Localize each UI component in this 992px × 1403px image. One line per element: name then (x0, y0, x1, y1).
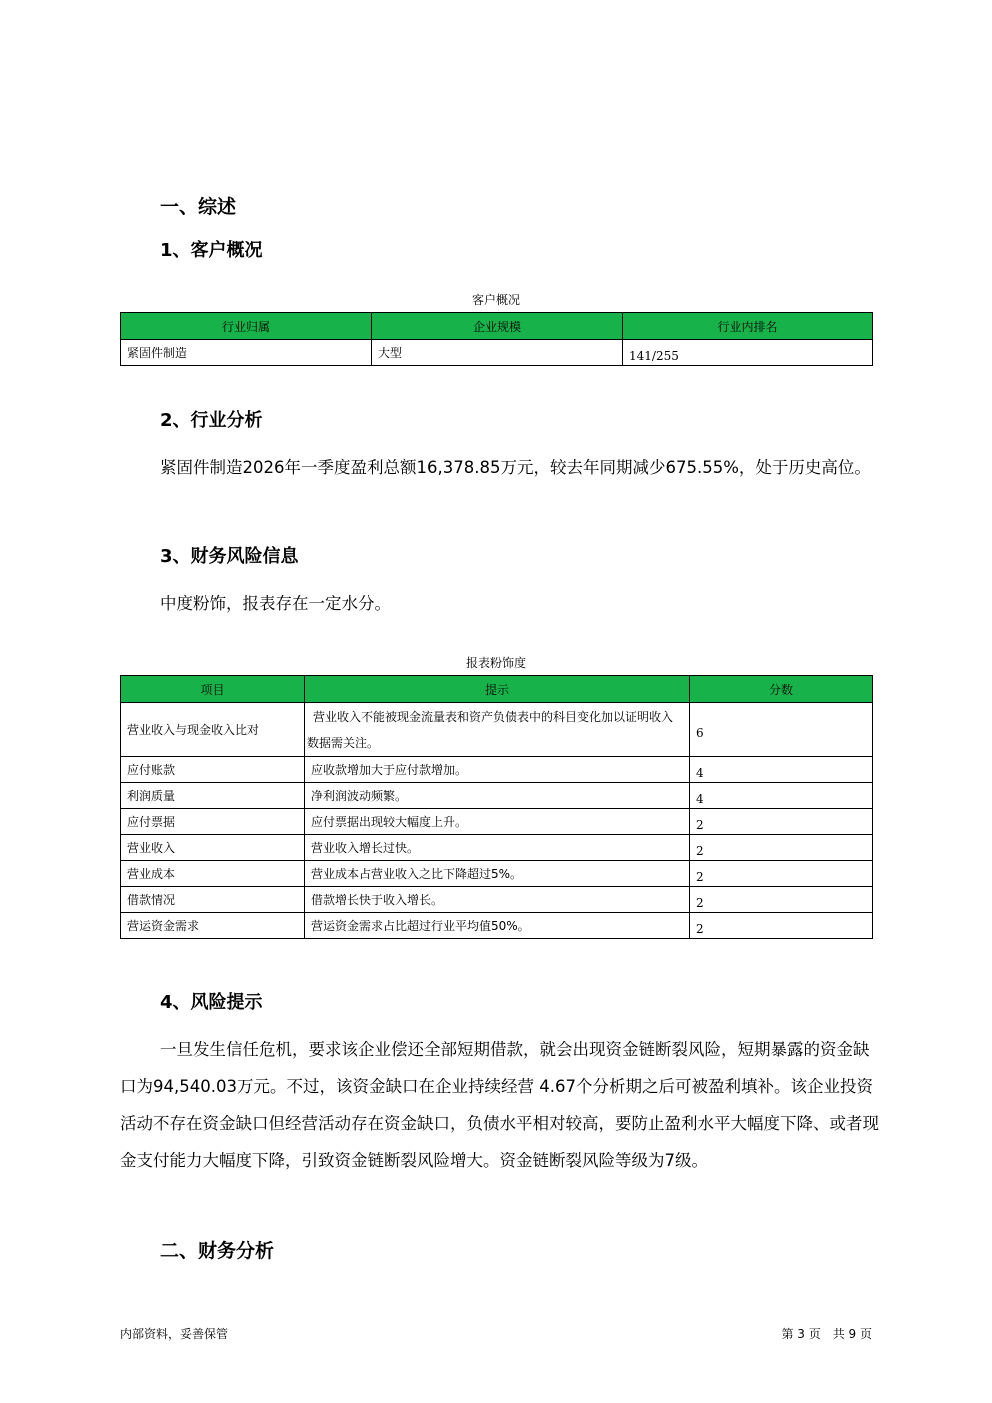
item-cell: 营业收入 (121, 835, 305, 861)
footer-page-number: 第 3 页 共 9 页 (781, 1327, 872, 1341)
subsection-title-risk-info: 3、财务风险信息 (160, 546, 299, 567)
risk-warning-paragraph: 一旦发生信任危机，要求该企业偿还全部短期借款，就会出现资金链断裂风险，短期暴露的资金缺口为94,540.03万元。不过，该资金缺口在企业持续经营 4.67个分析期之后可被盈利填补。该企业投资活动不存在资金缺口但经营活动存在资金缺口，负债水平相对较高，要防止盈利水平大幅度下降、或者现金支付能力大幅度下降，引致资金链断裂风险增大。资金链断裂风险等级为7级。 (120, 1040, 879, 1170)
subsection-title-customer: 1、客户概况 (160, 240, 263, 261)
table-row (121, 809, 873, 835)
hint-cell: 营业收入增长过快。 (305, 835, 690, 861)
table-header-cell: 分数 (690, 676, 873, 703)
table-row (121, 703, 873, 757)
table-header-cell: 企业规模 (372, 313, 623, 340)
table-header-row (121, 676, 873, 703)
subsection-title-risk-warning: 4、风险提示 (160, 992, 263, 1013)
hint-cell: 借款增长快于收入增长。 (305, 887, 690, 913)
scale-cell: 大型 (372, 340, 623, 366)
table-header-row (121, 313, 873, 340)
customer-table (120, 312, 873, 366)
table-header-cell: 提示 (305, 676, 690, 703)
item-cell: 营业收入与现金收入比对 (121, 703, 305, 757)
score-cell: 6 (690, 703, 873, 757)
subsection-title-industry: 2、行业分析 (160, 410, 263, 431)
score-cell: 2 (690, 861, 873, 887)
table-row (121, 757, 873, 783)
item-cell: 营运资金需求 (121, 913, 305, 939)
risk-info-paragraph: 中度粉饰，报表存在一定水分。 (160, 594, 391, 613)
hint-cell: 营业成本占营业收入之比下降超过5%。 (305, 861, 690, 887)
score-cell: 2 (690, 809, 873, 835)
table-header-cell: 项目 (121, 676, 305, 703)
score-cell: 4 (690, 757, 873, 783)
item-cell: 利润质量 (121, 783, 305, 809)
hint-cell: 应付票据出现较大幅度上升。 (305, 809, 690, 835)
item-cell: 应付票据 (121, 809, 305, 835)
item-cell: 营业成本 (121, 861, 305, 887)
table-header-cell: 行业归属 (121, 313, 372, 340)
item-cell: 借款情况 (121, 887, 305, 913)
table-row (121, 340, 873, 366)
table-row (121, 913, 873, 939)
score-cell: 4 (690, 783, 873, 809)
table-header-cell: 行业内排名 (623, 313, 873, 340)
table-row (121, 783, 873, 809)
hint-cell: 营业收入不能被现金流量表和资产负债表中的科目变化加以证明收入数据需关注。 (305, 703, 690, 757)
industry-cell: 紧固件制造 (121, 340, 372, 366)
score-cell: 2 (690, 913, 873, 939)
section-title-overview: 一、综述 (160, 196, 237, 218)
industry-analysis-paragraph: 紧固件制造2026年一季度盈利总额16,378.85万元，较去年同期减少675.55%，处于历史高位。 (160, 458, 871, 477)
section-title-financial-analysis: 二、财务分析 (160, 1240, 275, 1262)
customer-table-caption: 客户概况 (471, 293, 520, 307)
table-row (121, 887, 873, 913)
rank-cell: 141/255 (623, 340, 873, 366)
item-cell: 应付账款 (121, 757, 305, 783)
hint-cell: 净利润波动频繁。 (305, 783, 690, 809)
score-cell: 2 (690, 887, 873, 913)
decoration-table (120, 675, 873, 939)
table-row (121, 861, 873, 887)
decoration-table-caption: 报表粉饰度 (465, 656, 526, 670)
score-cell: 2 (690, 835, 873, 861)
hint-cell: 应收款增加大于应付款增加。 (305, 757, 690, 783)
hint-cell: 营运资金需求占比超过行业平均值50%。 (305, 913, 690, 939)
table-row (121, 835, 873, 861)
footer-confidential: 内部资料，妥善保管 (120, 1327, 229, 1341)
